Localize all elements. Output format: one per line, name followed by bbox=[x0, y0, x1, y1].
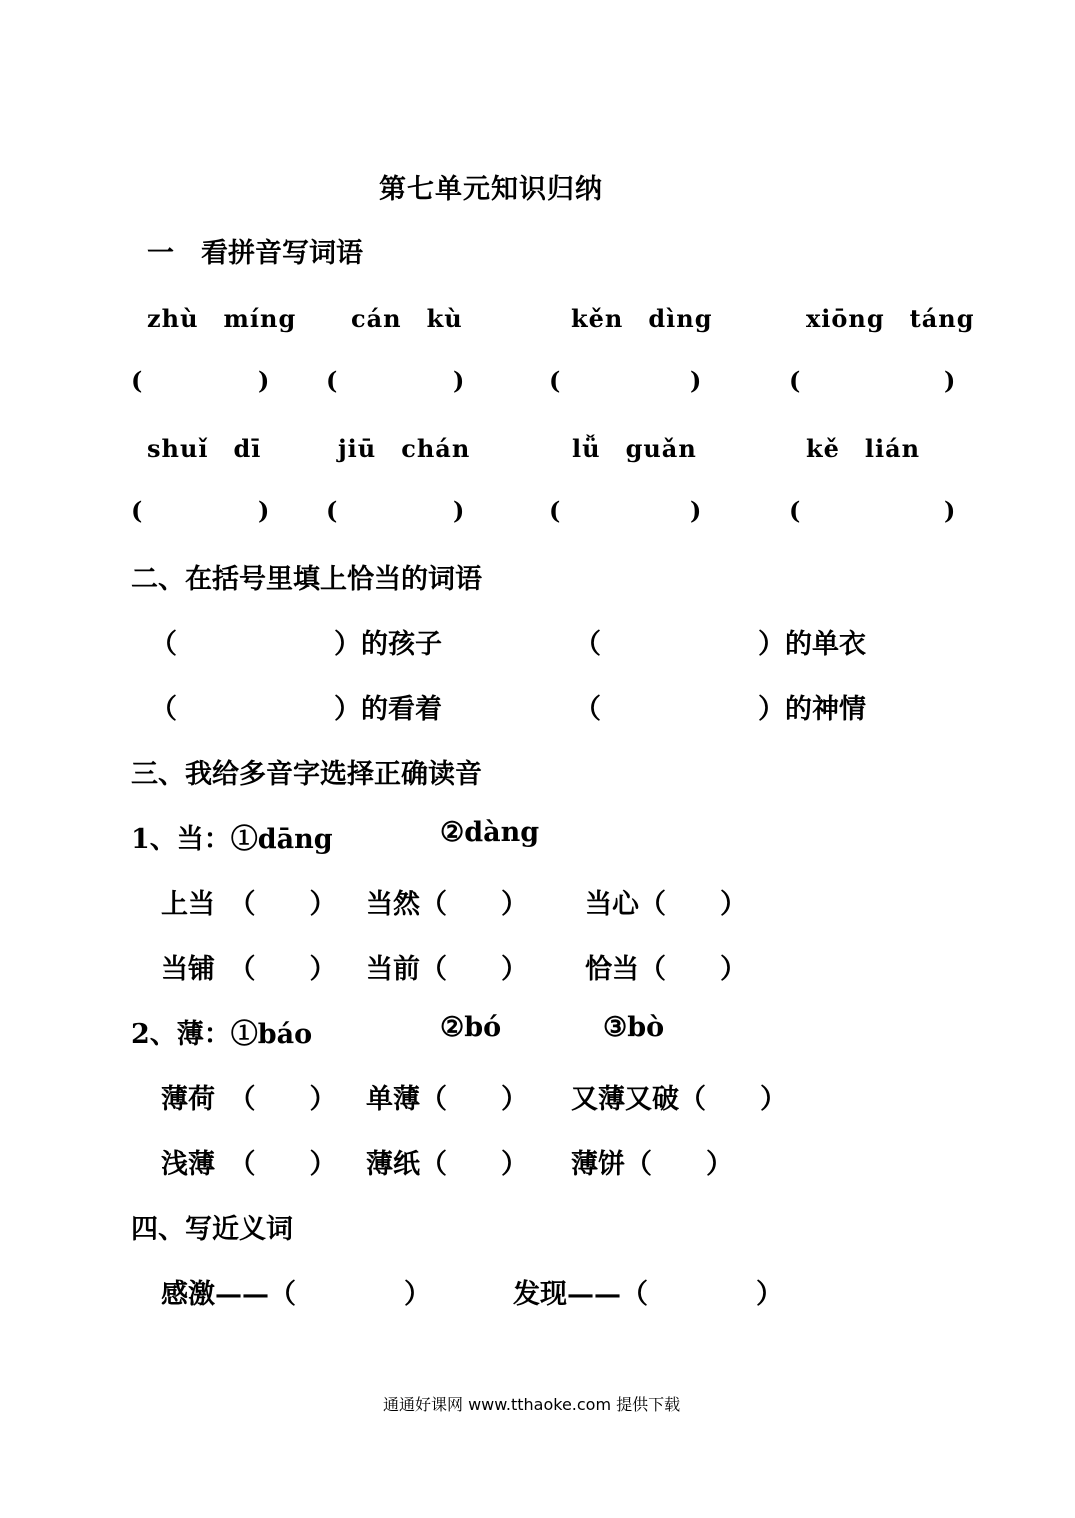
pinyin-3: kěn dìng bbox=[571, 304, 713, 333]
pinyin-5: shuǐ dī bbox=[147, 434, 262, 463]
answer-close-5: ) bbox=[258, 496, 270, 525]
answer-close-2: ) bbox=[453, 366, 465, 395]
section-3-heading: 三、我给多音字选择正确读音 bbox=[131, 759, 482, 790]
q1-word-2: 当然（ ） bbox=[366, 889, 528, 920]
pinyin-1: zhù míng bbox=[147, 304, 297, 333]
answer-close-6: ) bbox=[453, 496, 465, 525]
pinyin-4: xiōng táng bbox=[806, 304, 975, 333]
answer-open-8: ( bbox=[789, 496, 801, 525]
fill-item-2: ）的单衣 bbox=[758, 629, 866, 660]
q2-word-1: 薄荷 （ ） bbox=[161, 1084, 337, 1115]
q1-word-4: 当铺 （ ） bbox=[161, 954, 337, 985]
answer-close-1: ) bbox=[258, 366, 270, 395]
section-2-heading: 二、在括号里填上恰当的词语 bbox=[131, 564, 482, 595]
q2-label: 2、薄：①báo bbox=[131, 1019, 313, 1050]
q2-word-4: 浅薄 （ ） bbox=[161, 1149, 337, 1180]
q2-word-2: 单薄（ ） bbox=[366, 1084, 528, 1115]
pinyin-7: lǚ guǎn bbox=[572, 434, 697, 463]
answer-open-5: ( bbox=[131, 496, 143, 525]
q1-word-5: 当前（ ） bbox=[366, 954, 528, 985]
answer-open-4: ( bbox=[789, 366, 801, 395]
answer-close-3: ) bbox=[690, 366, 702, 395]
fill-item-3: ）的看着 bbox=[334, 694, 442, 725]
q2-word-3: 又薄又破（ ） bbox=[571, 1084, 787, 1115]
fill-open-2: （ bbox=[574, 629, 601, 660]
fill-open-1: （ bbox=[150, 629, 177, 660]
fill-open-3: （ bbox=[150, 694, 177, 725]
answer-close-7: ) bbox=[690, 496, 702, 525]
section-1-heading: 一 看拼音写词语 bbox=[147, 238, 363, 269]
answer-close-8: ) bbox=[944, 496, 956, 525]
fill-open-4: （ bbox=[574, 694, 601, 725]
q2-word-5: 薄纸（ ） bbox=[366, 1149, 528, 1180]
answer-close-4: ) bbox=[944, 366, 956, 395]
q2-option-2: ②bó bbox=[440, 1012, 502, 1043]
pinyin-6: jiū chán bbox=[338, 434, 471, 463]
q1-label: 1、当：①dāng bbox=[131, 824, 333, 855]
q2-word-6: 薄饼（ ） bbox=[571, 1149, 733, 1180]
section-4-heading: 四、写近义词 bbox=[131, 1214, 293, 1245]
page-footer: 通通好课网 www.tthaoke.com 提供下载 bbox=[383, 1395, 681, 1414]
synonym-2: 发现——（ ） bbox=[513, 1279, 783, 1310]
q1-option-2: ②dàng bbox=[440, 817, 540, 848]
page-title: 第七单元知识归纳 bbox=[379, 174, 603, 205]
answer-open-7: ( bbox=[549, 496, 561, 525]
q1-word-6: 恰当（ ） bbox=[585, 954, 747, 985]
answer-open-3: ( bbox=[549, 366, 561, 395]
answer-open-1: ( bbox=[131, 366, 143, 395]
answer-open-6: ( bbox=[326, 496, 338, 525]
synonym-1: 感激——（ ） bbox=[161, 1279, 431, 1310]
pinyin-2: cán kù bbox=[351, 304, 463, 333]
q1-word-1: 上当 （ ） bbox=[161, 889, 337, 920]
q2-option-3: ③bò bbox=[603, 1012, 665, 1043]
fill-item-1: ）的孩子 bbox=[334, 629, 442, 660]
pinyin-8: kě lián bbox=[806, 434, 921, 463]
fill-item-4: ）的神情 bbox=[758, 694, 866, 725]
q1-word-3: 当心（ ） bbox=[585, 889, 747, 920]
answer-open-2: ( bbox=[326, 366, 338, 395]
